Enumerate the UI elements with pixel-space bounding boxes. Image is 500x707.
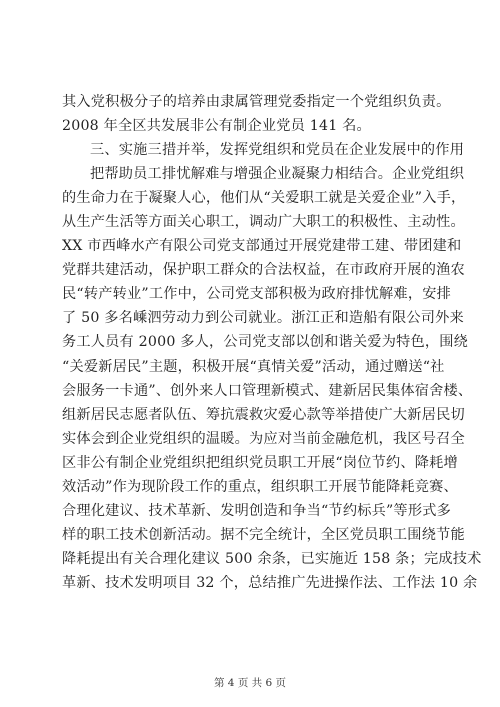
text-line: 区非公有制企业党组织把组织党员职工开展“岗位节约、降耗增	[62, 454, 458, 471]
text-line: 革新、技术发明项目 32 个，总结推广先进操作法、工作法 10 余	[62, 574, 478, 591]
text-line: 民“转产转业”工作中，公司党支部积极为政府排忧解难，安排	[62, 286, 451, 303]
text-line: 组新居民志愿者队伍、筹抗震救灾爱心款等举措使广大新居民切	[62, 406, 465, 423]
text-line: 2008 年全区共发展非公有制企业党员 141 名。	[62, 118, 371, 135]
body-text	[62, 90, 482, 595]
text-line: 党群共建活动，保护职工群众的合法权益，在市政府开展的渔农	[62, 262, 465, 279]
text-line: 会服务一卡通”、创外来人口管理新模式、建新居民集体宿舍楼、	[62, 382, 473, 399]
text-line: 了 50 多名嵊泗劳动力到公司就业。浙江正和造船有限公司外来	[62, 310, 464, 327]
section-heading: 三、实施三措并举，发挥党组织和党员在企业发展中的作用	[90, 142, 465, 159]
text-line: 实体会到企业党组织的温暖。为应对当前金融危机，我区号召全	[62, 430, 465, 447]
text-line: XX 市西峰水产有限公司党支部通过开展党建带工建、带团建和	[62, 238, 462, 255]
text-line: 从生产生活等方面关心职工，调动广大职工的积极性、主动性。	[62, 214, 465, 231]
text-line: “关爱新居民”主题，积极开展“真情关爱”活动，通过赠送“社	[62, 358, 445, 375]
text-line: 的生命力在于凝聚人心，他们从“关爱职工就是关爱企业”入手，	[62, 190, 466, 207]
text-line: 合理化建议、技术革新、发明创造和争当“节约标兵”等形式多	[62, 502, 451, 519]
text-line: 降耗提出有关合理化建议 500 余条，已实施近 158 条；完成技术	[62, 550, 482, 567]
text-line: 样的职工技术创新活动。据不完全统计，全区党员职工围绕节能	[62, 526, 465, 543]
text-line: 务工人员有 2000 多人，公司党支部以创和谐关爱为特色，围绕	[62, 334, 469, 351]
text-line: 效活动”作为现阶段工作的重点，组织职工开展节能降耗竞赛、	[62, 478, 458, 495]
text-line: 把帮助员工排忧解难与增强企业凝聚力相结合。企业党组织	[90, 166, 465, 183]
page-number-footer: 第 4 页 共 6 页	[213, 677, 287, 689]
text-line: 其入党积极分子的培养由隶属管理党委指定一个党组织负责。	[62, 94, 451, 110]
